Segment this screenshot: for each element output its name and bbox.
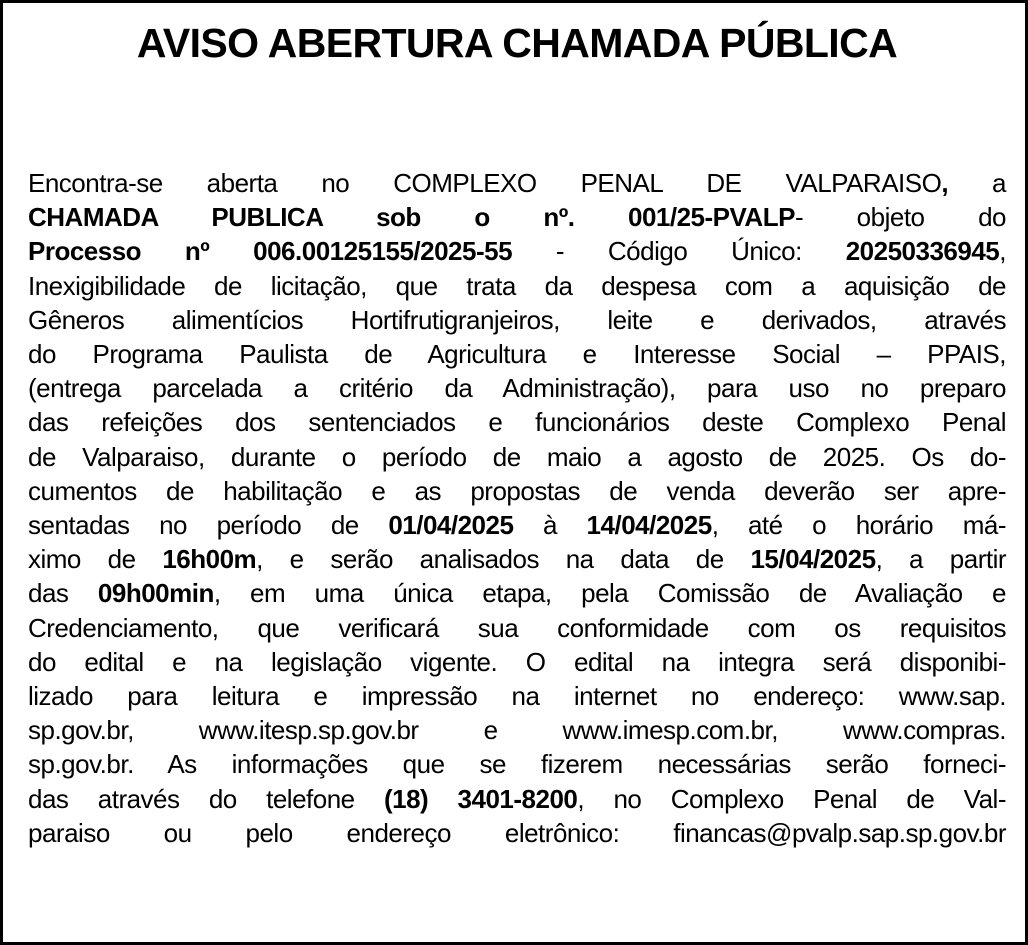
text-segment: sp.gov.br, www.itesp.sp.gov.br e www.imesp.com.br, www.compras. <box>28 715 1006 746</box>
bold-text-segment: 01/04/2025 <box>388 510 514 541</box>
bold-text-segment: 15/04/2025 <box>750 544 876 575</box>
text-segment: , no Complexo Penal de Val- <box>577 783 1006 814</box>
bold-text-segment: 16h00m <box>162 544 257 575</box>
paragraph-line <box>28 269 1006 303</box>
notice-title: AVISO ABERTURA CHAMADA PÚBLICA <box>136 20 898 66</box>
bold-text-segment: , <box>941 168 949 198</box>
bold-text-segment: CHAMADA PUBLICA sob o nº. 001/25-PVALP <box>28 202 795 233</box>
paragraph-line <box>28 234 1006 268</box>
paragraph-line <box>28 508 1006 542</box>
paragraph-line <box>28 542 1006 576</box>
bold-text-segment: 20250336945 <box>845 236 1000 267</box>
paragraph-line <box>28 816 1006 850</box>
text-segment: do Programa Paulista de Agricultura e Interesse Social – PPAIS, <box>28 339 1006 370</box>
paragraph-line <box>28 337 1006 371</box>
text-segment: das <box>28 578 98 609</box>
text-segment: , até o horário má- <box>711 510 1006 541</box>
paragraph-line <box>28 611 1006 645</box>
paragraph-line <box>28 303 1006 337</box>
text-segment: , <box>999 236 1006 267</box>
text-segment: das através do telefone <box>28 783 384 814</box>
bold-text-segment: 09h00min <box>97 578 214 609</box>
text-segment: a <box>948 168 1006 198</box>
text-segment: das refeições dos sentenciados e funcionários deste Complexo Penal <box>28 407 1006 438</box>
text-segment: lizado para leitura e impressão na internet no endereço: www.sap. <box>28 681 1006 712</box>
paragraph-line <box>28 440 1006 474</box>
paragraph-line <box>28 200 1006 234</box>
paragraph-line <box>28 166 1006 200</box>
paragraph-line <box>28 679 1006 713</box>
text-segment: , a partir <box>875 544 1007 575</box>
text-segment: , e serão analisados na data de <box>256 544 751 575</box>
paragraph-line <box>28 474 1006 508</box>
bold-text-segment: Processo nº 006.00125155/2025-55 <box>28 236 513 267</box>
paragraph-line <box>28 713 1006 747</box>
text-segment: Gêneros alimentícios Hortifrutigranjeiros, leite e derivados, através <box>28 304 1006 335</box>
bold-text-segment: 14/04/2025 <box>586 510 712 541</box>
paragraph-line <box>28 371 1006 405</box>
text-segment: ximo de <box>28 544 163 575</box>
notice-body <box>28 166 1006 850</box>
text-segment: Credenciamento, que verificará sua conformidade com os requisitos <box>28 612 1006 643</box>
text-segment: do edital e na legislação vigente. O edital na integra será disponibi- <box>28 646 1006 677</box>
bold-text-segment: (18) 3401-8200 <box>383 783 578 814</box>
text-segment: paraiso ou pelo endereço eletrônico: financas@pvalp.sap.sp.gov.br <box>28 817 1006 848</box>
paragraph-line <box>28 747 1006 781</box>
text-segment: , em uma única etapa, pela Comissão de Avaliação e <box>213 578 1006 609</box>
text-segment: - objeto do <box>794 202 1006 233</box>
paragraph-line <box>28 645 1006 679</box>
text-segment: sentadas no período de <box>28 510 389 541</box>
text-segment: cumentos de habilitação e as propostas de venda deverão ser apre- <box>28 475 1006 506</box>
text-segment: sp.gov.br. As informações que se fizerem necessárias serão forneci- <box>28 749 1006 780</box>
text-segment: (entrega parcelada a critério da Administração), para uso no preparo <box>28 373 1006 404</box>
paragraph-line <box>28 782 1006 816</box>
paragraph-line <box>28 405 1006 439</box>
text-segment: Inexigibilidade de licitação, que trata da despesa com a aquisição de <box>28 270 1006 301</box>
text-segment: Encontra-se aberta no COMPLEXO PENAL DE VALPARAISO <box>28 168 942 198</box>
text-segment: - Código Único: <box>512 236 846 267</box>
text-segment: à <box>513 510 587 541</box>
paragraph-line <box>28 576 1006 610</box>
text-segment: de Valparaiso, durante o período de maio a agosto de 2025. Os do- <box>28 441 1006 472</box>
